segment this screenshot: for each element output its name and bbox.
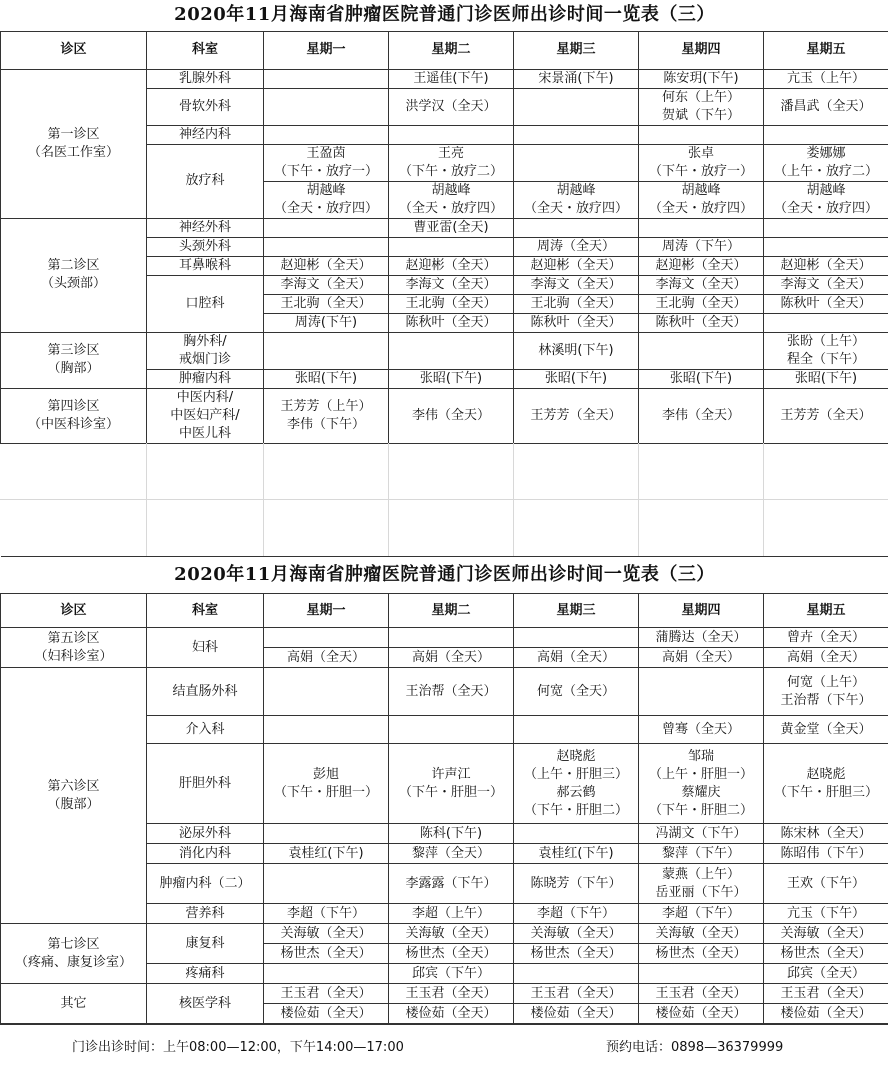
schedule-cell xyxy=(389,125,514,144)
schedule-cell: 高娟（全天） xyxy=(639,648,764,668)
dept-cell: 营养科 xyxy=(147,904,264,924)
zone-sub: （胸部） xyxy=(1,360,146,378)
schedule-cell xyxy=(389,237,514,256)
cell-line: 娄娜娜 xyxy=(764,145,888,163)
schedule-cell: 李伟（全天） xyxy=(639,388,764,443)
zone-name: 第二诊区 xyxy=(1,257,146,275)
cell-line: 胸外科/ xyxy=(147,333,263,351)
schedule-cell: 陈秋叶（全天） xyxy=(639,313,764,332)
schedule-cell: 张昭(下午) xyxy=(389,369,514,388)
schedule-cell xyxy=(264,332,389,369)
cell-line: 蒙燕（上午） xyxy=(639,866,763,884)
schedule-cell: 王遥佳(下午) xyxy=(389,69,514,88)
schedule-cell: 李超（下午） xyxy=(639,904,764,924)
schedule-cell: 高娟（全天） xyxy=(764,648,888,668)
schedule-cell xyxy=(264,668,389,716)
cell-line: 张卓 xyxy=(639,145,763,163)
dept-cell: 口腔科 xyxy=(147,275,264,332)
schedule-cell xyxy=(514,628,639,648)
cell-line: 王芳芳（上午） xyxy=(264,398,388,416)
zone-cell xyxy=(1,628,147,668)
zone-name: 第一诊区 xyxy=(1,126,146,144)
schedule-cell: 高娟（全天） xyxy=(514,648,639,668)
table-title: 2020年11月海南省肿瘤医院普通门诊医师出诊时间一览表（三） xyxy=(1,557,888,594)
cell-line: （下午・放疗一） xyxy=(639,163,763,181)
cell-line: （上午・肝胆一） xyxy=(639,766,763,784)
schedule-cell: 李海文（全天） xyxy=(514,275,639,294)
header-tue: 星期二 xyxy=(389,31,514,69)
dept-cell: 耳鼻喉科 xyxy=(147,256,264,275)
schedule-cell: 王玉君（全天） xyxy=(639,984,764,1004)
schedule-cell: 袁桂红(下午) xyxy=(514,844,639,864)
zone-name: 第七诊区 xyxy=(1,936,146,954)
schedule-cell: 陈秋叶（全天） xyxy=(389,313,514,332)
schedule-cell xyxy=(389,181,514,218)
schedule-cell xyxy=(514,824,639,844)
header-thu: 星期四 xyxy=(639,594,764,628)
schedule-cell xyxy=(514,88,639,125)
zone-name: 第六诊区 xyxy=(1,778,146,796)
cell-line: 胡越峰 xyxy=(514,182,638,200)
schedule-cell: 陈昭伟（下午） xyxy=(764,844,888,864)
schedule-cell: 杨世杰（全天） xyxy=(389,944,514,964)
schedule-cell xyxy=(514,964,639,984)
cell-line: 程全（下午） xyxy=(764,351,888,369)
header-mon: 星期一 xyxy=(264,31,389,69)
schedule-cell xyxy=(264,744,389,824)
schedule-cell: 蒲腾达（全天） xyxy=(639,628,764,648)
zone-name: 第三诊区 xyxy=(1,342,146,360)
schedule-cell: 李超（上午） xyxy=(389,904,514,924)
dept-cell: 肝胆外科 xyxy=(147,744,264,824)
dept-cell: 骨软外科 xyxy=(147,88,264,125)
cell-line: 胡越峰 xyxy=(764,182,888,200)
schedule-cell: 周涛（下午） xyxy=(639,237,764,256)
schedule-cell: 王玉君（全天） xyxy=(264,984,389,1004)
table-title: 2020年11月海南省肿瘤医院普通门诊医师出诊时间一览表（三） xyxy=(1,0,888,31)
dept-cell: 泌尿外科 xyxy=(147,824,264,844)
schedule-cell: 李海文（全天） xyxy=(264,275,389,294)
schedule-cell: 黄金堂（全天） xyxy=(764,716,888,744)
schedule-cell: 陈宋林（全天） xyxy=(764,824,888,844)
schedule-cell: 李海文（全天） xyxy=(639,275,764,294)
header-zone: 诊区 xyxy=(1,31,147,69)
schedule-cell xyxy=(764,313,888,332)
appointment-phone: 预约电话：0898—36379999 xyxy=(606,1036,783,1055)
schedule-cell: 王治帮（全天） xyxy=(389,668,514,716)
schedule-table-2 xyxy=(0,556,888,1024)
zone-sub: （妇科诊室） xyxy=(1,648,146,666)
cell-line: （全天・放疗四） xyxy=(514,200,638,218)
cell-line: （下午・肝胆二） xyxy=(639,802,763,820)
schedule-cell xyxy=(264,144,389,181)
schedule-cell: 李露露（下午） xyxy=(389,864,514,904)
schedule-cell: 赵迎彬（全天） xyxy=(264,256,389,275)
schedule-cell: 亢玉（下午） xyxy=(764,904,888,924)
zone-cell: 其它 xyxy=(1,984,147,1024)
schedule-cell xyxy=(764,181,888,218)
cell-line: （下午・放疗二） xyxy=(389,163,513,181)
zone-cell xyxy=(1,218,147,332)
cell-line: （上午・放疗二） xyxy=(764,163,888,181)
cell-line: 王亮 xyxy=(389,145,513,163)
schedule-cell xyxy=(264,716,389,744)
schedule-cell: 王玉君（全天） xyxy=(514,984,639,1004)
cell-line: 中医妇产科/ xyxy=(147,407,263,425)
dept-cell: 神经外科 xyxy=(147,218,264,237)
schedule-cell: 何宽（全天） xyxy=(514,668,639,716)
cell-line: 胡越峰 xyxy=(639,182,763,200)
cell-line: 赵晓彪 xyxy=(514,748,638,766)
schedule-cell xyxy=(389,716,514,744)
schedule-cell: 王北驹（全天） xyxy=(639,294,764,313)
schedule-cell xyxy=(264,218,389,237)
schedule-cell xyxy=(639,181,764,218)
schedule-cell: 楼俭茹（全天） xyxy=(264,1004,389,1024)
schedule-cell xyxy=(639,125,764,144)
schedule-cell xyxy=(264,964,389,984)
schedule-cell: 李超（下午） xyxy=(264,904,389,924)
blank-spacer xyxy=(0,443,888,556)
schedule-cell xyxy=(389,332,514,369)
dept-cell xyxy=(147,332,264,369)
schedule-cell: 邱宾（下午） xyxy=(389,964,514,984)
schedule-cell xyxy=(264,237,389,256)
cell-line: 蔡耀庆 xyxy=(639,784,763,802)
cell-line: （下午・肝胆二） xyxy=(514,802,638,820)
dept-cell: 肿瘤内科 xyxy=(147,369,264,388)
schedule-cell: 李海文（全天） xyxy=(389,275,514,294)
header-mon: 星期一 xyxy=(264,594,389,628)
cell-line: 戒烟门诊 xyxy=(147,351,263,369)
schedule-cell xyxy=(639,88,764,125)
dept-cell: 疼痛科 xyxy=(147,964,264,984)
schedule-cell: 黎萍（全天） xyxy=(389,844,514,864)
cell-line: 赵晓彪 xyxy=(764,766,888,784)
schedule-table-1 xyxy=(0,0,888,444)
dept-cell: 肿瘤内科（二） xyxy=(147,864,264,904)
schedule-cell xyxy=(514,744,639,824)
schedule-cell: 楼俭茹（全天） xyxy=(514,1004,639,1024)
schedule-cell: 赵迎彬（全天） xyxy=(514,256,639,275)
schedule-cell: 亢玉（上午） xyxy=(764,69,888,88)
schedule-cell xyxy=(639,332,764,369)
cell-line: （全天・放疗四） xyxy=(389,200,513,218)
cell-line: （全天・放疗四） xyxy=(639,200,763,218)
header-dept: 科室 xyxy=(147,31,264,69)
schedule-cell xyxy=(639,864,764,904)
cell-line: 许声江 xyxy=(389,766,513,784)
cell-line: （下午・肝胆一） xyxy=(389,784,513,802)
schedule-cell: 王芳芳（全天） xyxy=(514,388,639,443)
schedule-cell: 杨世杰（全天） xyxy=(514,944,639,964)
cell-line: 张盼（上午） xyxy=(764,333,888,351)
schedule-cell: 周涛（全天） xyxy=(514,237,639,256)
cell-line: 中医儿科 xyxy=(147,425,263,443)
schedule-cell xyxy=(639,144,764,181)
cell-line: 王治帮（下午） xyxy=(764,692,888,710)
cell-line: 何东（上午） xyxy=(639,89,763,107)
schedule-cell xyxy=(264,388,389,443)
schedule-cell: 陈秋叶（全天） xyxy=(514,313,639,332)
schedule-cell xyxy=(764,144,888,181)
schedule-cell: 陈安玥(下午) xyxy=(639,69,764,88)
zone-sub: （疼痛、康复诊室） xyxy=(1,954,146,972)
schedule-cell xyxy=(389,744,514,824)
schedule-cell: 袁桂红(下午) xyxy=(264,844,389,864)
zone-cell xyxy=(1,388,147,443)
cell-line: 胡越峰 xyxy=(264,182,388,200)
schedule-cell: 张昭(下午) xyxy=(639,369,764,388)
schedule-cell xyxy=(639,964,764,984)
dept-cell: 核医学科 xyxy=(147,984,264,1024)
schedule-cell xyxy=(264,125,389,144)
header-tue: 星期二 xyxy=(389,594,514,628)
schedule-cell: 王北驹（全天） xyxy=(389,294,514,313)
footer xyxy=(0,1024,888,1065)
schedule-cell xyxy=(764,332,888,369)
dept-cell: 神经内科 xyxy=(147,125,264,144)
cell-line: 胡越峰 xyxy=(389,182,513,200)
schedule-cell xyxy=(764,744,888,824)
dept-cell: 放疗科 xyxy=(147,144,264,218)
schedule-cell: 李伟（全天） xyxy=(389,388,514,443)
zone-name: 第四诊区 xyxy=(1,398,146,416)
schedule-cell xyxy=(639,668,764,716)
cell-line: 邹瑞 xyxy=(639,748,763,766)
schedule-cell xyxy=(389,628,514,648)
schedule-cell xyxy=(764,237,888,256)
schedule-cell: 关海敏（全天） xyxy=(639,924,764,944)
cell-line: （下午・肝胆一） xyxy=(264,784,388,802)
zone-name: 第五诊区 xyxy=(1,630,146,648)
cell-line: 贺斌（下午） xyxy=(639,107,763,125)
schedule-cell: 王玉君（全天） xyxy=(764,984,888,1004)
clinic-hours: 门诊出诊时间：上午08:00—12:00，下午14:00—17:00 xyxy=(72,1036,404,1055)
cell-line: （下午・肝胆三） xyxy=(764,784,888,802)
schedule-cell xyxy=(264,69,389,88)
schedule-cell xyxy=(264,628,389,648)
dept-cell: 消化内科 xyxy=(147,844,264,864)
schedule-cell: 杨世杰（全天） xyxy=(264,944,389,964)
schedule-cell xyxy=(514,181,639,218)
schedule-cell xyxy=(514,144,639,181)
schedule-cell: 张昭(下午) xyxy=(514,369,639,388)
header-dept: 科室 xyxy=(147,594,264,628)
cell-line: （全天・放疗四） xyxy=(264,200,388,218)
schedule-cell: 洪学汉（全天） xyxy=(389,88,514,125)
schedule-cell: 关海敏（全天） xyxy=(764,924,888,944)
schedule-cell: 杨世杰（全天） xyxy=(639,944,764,964)
schedule-cell: 黎萍（下午） xyxy=(639,844,764,864)
schedule-cell: 王玉君（全天） xyxy=(389,984,514,1004)
schedule-cell xyxy=(639,744,764,824)
schedule-cell: 赵迎彬（全天） xyxy=(764,256,888,275)
schedule-cell: 王芳芳（全天） xyxy=(764,388,888,443)
schedule-cell: 邱宾（全天） xyxy=(764,964,888,984)
zone-cell xyxy=(1,332,147,388)
cell-line: 彭旭 xyxy=(264,766,388,784)
schedule-cell: 曾骞（全天） xyxy=(639,716,764,744)
header-wed: 星期三 xyxy=(514,594,639,628)
schedule-cell xyxy=(514,125,639,144)
schedule-cell: 关海敏（全天） xyxy=(514,924,639,944)
schedule-cell xyxy=(389,144,514,181)
schedule-cell: 冯湖文（下午） xyxy=(639,824,764,844)
dept-cell: 乳腺外科 xyxy=(147,69,264,88)
schedule-cell: 赵迎彬（全天） xyxy=(389,256,514,275)
schedule-cell: 王北驹（全天） xyxy=(264,294,389,313)
schedule-cell: 楼俭茹（全天） xyxy=(389,1004,514,1024)
schedule-cell: 楼俭茹（全天） xyxy=(639,1004,764,1024)
zone-sub: （名医工作室） xyxy=(1,144,146,162)
zone-sub: （腹部） xyxy=(1,796,146,814)
cell-line: 岳亚丽（下午） xyxy=(639,884,763,902)
schedule-cell xyxy=(264,824,389,844)
schedule-cell: 张昭(下午) xyxy=(764,369,888,388)
schedule-cell: 高娟（全天） xyxy=(389,648,514,668)
zone-sub: （中医科诊室） xyxy=(1,416,146,434)
schedule-cell: 陈科(下午) xyxy=(389,824,514,844)
schedule-cell xyxy=(264,864,389,904)
schedule-cell xyxy=(264,181,389,218)
header-fri: 星期五 xyxy=(764,31,888,69)
zone-cell xyxy=(1,924,147,984)
cell-line: （上午・肝胆三） xyxy=(514,766,638,784)
header-zone: 诊区 xyxy=(1,594,147,628)
dept-cell: 介入科 xyxy=(147,716,264,744)
dept-cell: 康复科 xyxy=(147,924,264,964)
schedule-cell xyxy=(764,218,888,237)
cell-line: （全天・放疗四） xyxy=(764,200,888,218)
schedule-cell xyxy=(514,218,639,237)
schedule-cell xyxy=(639,218,764,237)
schedule-cell: 周涛(下午) xyxy=(264,313,389,332)
dept-cell: 妇科 xyxy=(147,628,264,668)
schedule-cell: 李海文（全天） xyxy=(764,275,888,294)
cell-line: （下午・放疗一） xyxy=(264,163,388,181)
zone-cell xyxy=(1,69,147,218)
schedule-cell: 陈秋叶（全天） xyxy=(764,294,888,313)
schedule-cell: 王北驹（全天） xyxy=(514,294,639,313)
schedule-cell: 曹亚雷(全天) xyxy=(389,218,514,237)
zone-cell xyxy=(1,668,147,924)
cell-line: 李伟（下午） xyxy=(264,416,388,434)
dept-cell: 结直肠外科 xyxy=(147,668,264,716)
schedule-cell: 王欢（下午） xyxy=(764,864,888,904)
schedule-cell: 关海敏（全天） xyxy=(389,924,514,944)
header-wed: 星期三 xyxy=(514,31,639,69)
schedule-cell: 张昭(下午) xyxy=(264,369,389,388)
cell-line: 王盈茵 xyxy=(264,145,388,163)
dept-cell: 头颈外科 xyxy=(147,237,264,256)
cell-line: 郝云鹤 xyxy=(514,784,638,802)
schedule-cell: 赵迎彬（全天） xyxy=(639,256,764,275)
dept-cell xyxy=(147,388,264,443)
schedule-cell: 关海敏（全天） xyxy=(264,924,389,944)
schedule-cell: 曾卉（全天） xyxy=(764,628,888,648)
header-fri: 星期五 xyxy=(764,594,888,628)
schedule-cell xyxy=(264,88,389,125)
schedule-cell: 李超（下午） xyxy=(514,904,639,924)
schedule-cell: 陈晓芳（下午） xyxy=(514,864,639,904)
schedule-cell: 楼俭茹（全天） xyxy=(764,1004,888,1024)
header-thu: 星期四 xyxy=(639,31,764,69)
zone-sub: （头颈部） xyxy=(1,275,146,293)
schedule-cell: 林溪明(下午) xyxy=(514,332,639,369)
schedule-cell: 潘昌武（全天） xyxy=(764,88,888,125)
cell-line: 中医内科/ xyxy=(147,389,263,407)
schedule-cell xyxy=(764,125,888,144)
schedule-cell: 宋景涌(下午) xyxy=(514,69,639,88)
schedule-cell: 高娟（全天） xyxy=(264,648,389,668)
schedule-cell: 杨世杰（全天） xyxy=(764,944,888,964)
cell-line: 何宽（上午） xyxy=(764,674,888,692)
schedule-cell xyxy=(514,716,639,744)
schedule-cell xyxy=(764,668,888,716)
